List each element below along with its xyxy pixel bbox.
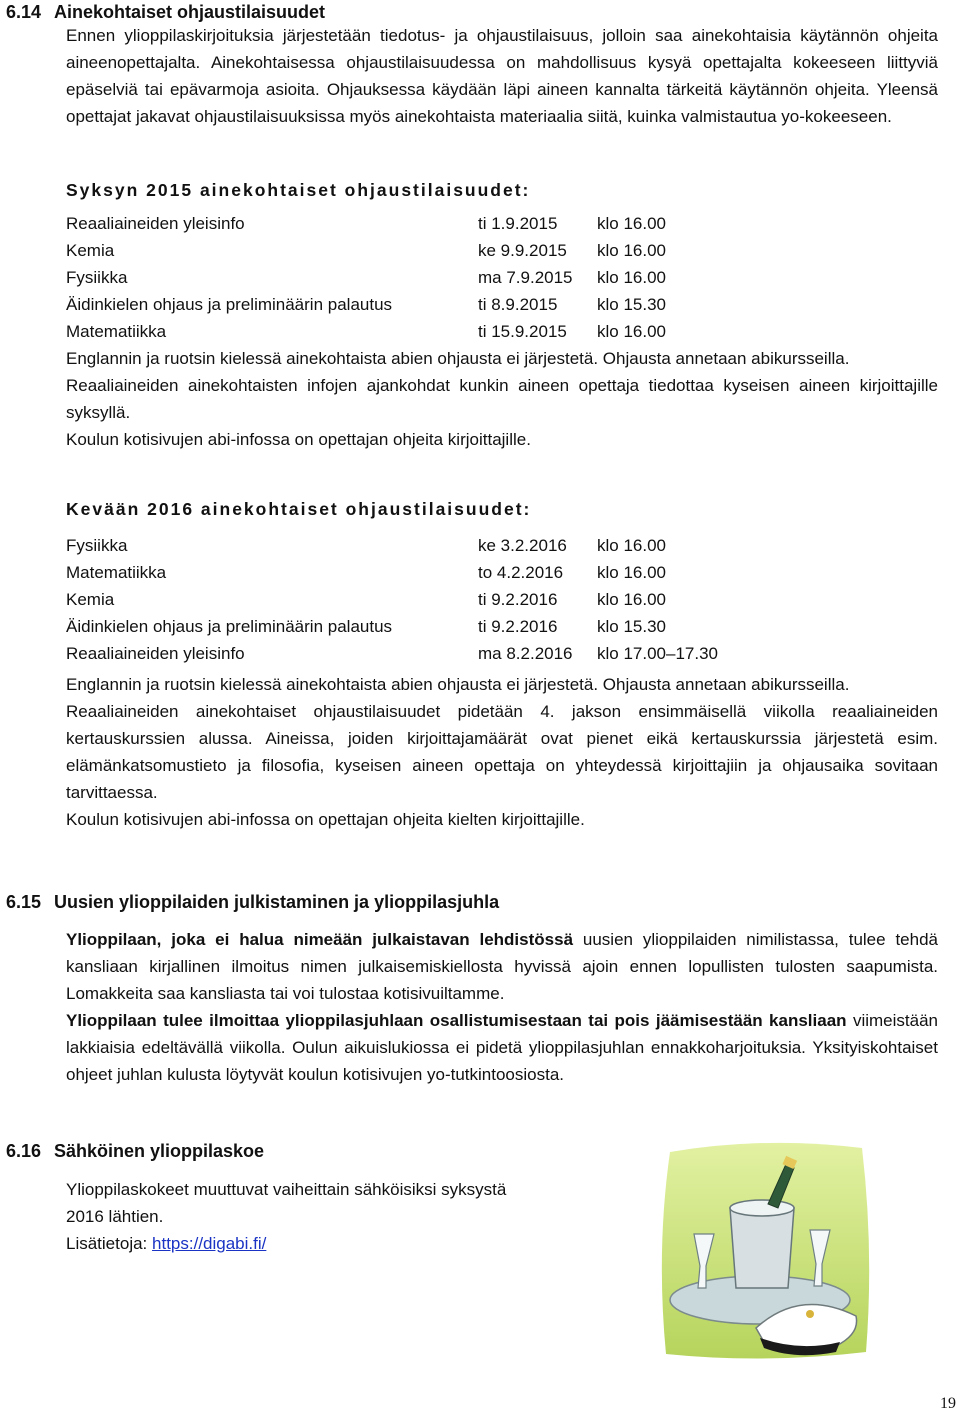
schedule-subject: Äidinkielen ohjaus ja preliminäärin palautus <box>66 295 393 314</box>
schedule-date: ke 9.9.2015 <box>478 241 567 260</box>
schedule-subject: Äidinkielen ohjaus ja preliminäärin palautus <box>66 617 393 636</box>
section-heading-6-14 <box>6 0 325 24</box>
schedule-date: ti 1.9.2015 <box>478 214 558 233</box>
section-title: Sähköinen ylioppilaskoe <box>54 1141 265 1161</box>
schedule-date: ti 9.2.2016 <box>478 617 558 636</box>
digabi-link[interactable]: https://digabi.fi/ <box>152 1234 267 1253</box>
note-paragraph: Reaaliaineiden ainekohtaiset ohjaustilaisuudet pidetään 4. jakson ensimmäisellä viikolla reaaliaineiden kertauskurssien alussa. Aineissa, joiden kirjoittajamäärät ovat pienet eikä kertauskurssia järjestetä esim. elämänkatsomustieto ja filosofia, kyseisen aineen opettaja on yhteydessä kirjoittajiin ja ohjausaika sovitaan tarvittaessa. <box>66 702 938 802</box>
section-title: Ainekohtaiset ohjaustilaisuudet <box>54 2 326 22</box>
autumn-notes <box>66 345 938 453</box>
schedule-subject: Matematiikka <box>66 322 167 341</box>
more-info-label: Lisätietoja: <box>66 1234 148 1253</box>
schedule-date: ti 8.9.2015 <box>478 295 558 314</box>
schedule-time: klo 16.00 <box>597 322 666 341</box>
schedule-time: klo 15.30 <box>597 617 666 636</box>
page-number: 19 <box>940 1395 956 1412</box>
schedule-date: to 4.2.2016 <box>478 563 564 582</box>
spring-notes <box>66 671 938 833</box>
ice-bucket <box>730 1208 794 1288</box>
schedule-time: klo 17.00–17.30 <box>597 644 718 663</box>
note-paragraph: Englannin ja ruotsin kielessä ainekohtaista abien ohjausta ei järjestetä. Ohjausta annetaan abikursseilla. <box>66 675 850 694</box>
note-paragraph: Koulun kotisivujen abi-infossa on opettajan ohjeita kirjoittajille. <box>66 430 531 449</box>
note-paragraph: Englannin ja ruotsin kielessä ainekohtaista abien ohjausta ei järjestetä. Ohjausta annetaan abikursseilla. <box>66 349 850 368</box>
schedule-subject: Kemia <box>66 241 115 260</box>
schedule-time: klo 15.30 <box>597 295 666 314</box>
graduation-celebration-illustration <box>660 1138 872 1363</box>
digital-exam-paragraph: Ylioppilaskokeet muuttuvat vaiheittain sähköisiksi syksystä 2016 lähtien. Lisätietoja: https://digabi.fi/ <box>66 1180 507 1253</box>
publication-paragraphs <box>66 926 938 1088</box>
section-number: 6.14 <box>6 2 42 22</box>
schedule-time: klo 16.00 <box>597 563 666 582</box>
schedule-time: klo 16.00 <box>597 241 666 260</box>
section-heading-6-15 <box>6 890 499 914</box>
schedule-subject: Fysiikka <box>66 268 128 287</box>
section-heading-6-16 <box>6 1139 264 1163</box>
schedule-time: klo 16.00 <box>597 268 666 287</box>
schedule-subject: Matematiikka <box>66 563 167 582</box>
schedule-time: klo 16.00 <box>597 214 666 233</box>
publication-notice: Ylioppilaan, joka ei halua nimeään julkaistavan lehdistössä uusien ylioppilaiden nimilistassa, tulee tehdä kansliaan kirjallinen ilmoitus nimen julkaisemiskiellosta hyvissä ajoin ennen lopullisten tulosten saapumista. Lomakkeita saa kansliasta tai voi tulostaa kotisivuiltamme. <box>66 930 939 1003</box>
schedule-subject: Reaaliaineiden yleisinfo <box>66 214 245 233</box>
schedule-subject: Reaaliaineiden yleisinfo <box>66 644 245 663</box>
schedule-time: klo 16.00 <box>597 536 666 555</box>
schedule-date: ma 7.9.2015 <box>478 268 573 287</box>
schedule-date: ke 3.2.2016 <box>478 536 567 555</box>
note-paragraph: Reaaliaineiden ainekohtaisten infojen ajankohdat kunkin aineen opettaja tiedottaa kyseisen aineen kirjoittajille syksyllä. <box>66 376 938 422</box>
spring-schedule-heading: Kevään 2016 ainekohtaiset ohjaustilaisuudet: <box>66 499 532 519</box>
schedule-subject: Kemia <box>66 590 115 609</box>
cap-emblem <box>806 1310 814 1318</box>
schedule-subject: Fysiikka <box>66 536 128 555</box>
ceremony-notice: Ylioppilaan tulee ilmoittaa ylioppilasjuhlaan osallistumisestaan tai pois jäämisestään kansliaan viimeistään lakkiaisia edeltävällä viikolla. Oulun aikuislukiossa ei pidetä ylioppilasjuhlan ennakkoharjoituksia. Yksityiskohtaiset ohjeet juhlan kulusta löytyvät koulun kotisivujen yo-tutkintoosiosta. <box>66 1011 938 1084</box>
section-number: 6.15 <box>6 892 42 912</box>
schedule-date: ma 8.2.2016 <box>478 644 573 663</box>
schedule-time: klo 16.00 <box>597 590 666 609</box>
schedule-date: ti 15.9.2015 <box>478 322 567 341</box>
schedule-date: ti 9.2.2016 <box>478 590 558 609</box>
autumn-schedule-heading: Syksyn 2015 ainekohtaiset ohjaustilaisuudet: <box>66 180 531 200</box>
section-title: Uusien ylioppilaiden julkistaminen ja ylioppilasjuhla <box>54 892 500 912</box>
section-number: 6.16 <box>6 1141 42 1161</box>
intro-paragraph: Ennen ylioppilaskirjoituksia järjestetään tiedotus- ja ohjaustilaisuus, jolloin saa ainekohtaisia käytännön ohjeita aineenopettajalta. Ainekohtaisessa ohjaustilaisuudessa on mahdollisuus kysyä opettajalta kokeeseen liittyviä epäselviä tai epävarmoja asioita. Ohjauksessa käydään läpi aineen kannalta tärkeitä käytännön ohjeita. Yleensä opettajat jakavat ohjaustilaisuuksissa myös ainekohtaista materiaalia siitä, kuinka valmistautua yo-kokeeseen. <box>66 26 938 126</box>
note-paragraph: Koulun kotisivujen abi-infossa on opettajan ohjeita kielten kirjoittajille. <box>66 810 585 829</box>
